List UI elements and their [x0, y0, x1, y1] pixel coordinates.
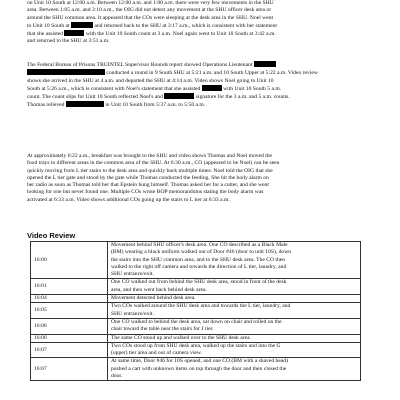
- description-cell: Movement behind SHU officer's desk area. One CO described as a Black Male (BM) wearing a black uniform walked out of Door #46 (door to unit 10S), down the stairs into the SHU common area, and to the SHU desk area. The CO then walked to the right off camera and towards the direction of L tier, laundry, and SHU entrance/exit.: [108, 242, 361, 279]
- section-heading: Video Review: [27, 231, 76, 240]
- text-line: on Unit 10 South at 12:00 a.m. Between 12:00 a.m. and 1:00 a.m. there were very few movements in the SHU: [27, 0, 274, 6]
- text-line: shows she arrived in the SHU at 4 a.m. and departed the SHU at 4:14 a.m. Video shows Noel going to Unit 10: [27, 77, 274, 84]
- table-row: [31, 334, 361, 342]
- paragraph-breakfast-alarm: [27, 153, 372, 204]
- text-line: opened the L tier gate and stood by the gate while Thomas conducted the feeding. She hit the body alarm on: [27, 174, 269, 181]
- redaction-box: [254, 61, 276, 67]
- time-cell: 16:01: [31, 279, 108, 295]
- redaction-box: [71, 22, 93, 28]
- text-line: and returned to the SHU at 3:51 a.m.: [27, 38, 110, 45]
- redaction-box: [27, 69, 105, 75]
- text-line: her radio as soon as Thomas told her that Epstein hung himself. Thomas asked her for a cutter, and she went: [27, 182, 269, 189]
- paragraph-supervisor-rounds: [27, 61, 372, 110]
- text-line: count. The count slips for Unit 10 South reflected Noel's and signature for the 3 a.m. and 5 a.m. counts.: [27, 94, 290, 101]
- paragraph-overnight-movements: [27, 0, 372, 46]
- redaction-box: [202, 85, 222, 91]
- text-line: around the SHU common area. It appeared that the COs were sleeping at the desk area in the SHU. Noel went: [27, 14, 274, 21]
- time-cell: 16:04: [31, 295, 108, 303]
- text-line: conducted a round in 9 South SHU at 5:21 a.m. and 10 South Upper at 5:22 a.m. Video review: [27, 69, 372, 77]
- time-cell: 16:07: [31, 358, 108, 381]
- redaction-box: [66, 101, 104, 107]
- table-row: [31, 318, 361, 334]
- time-cell: 16:00: [31, 242, 108, 279]
- text-line: activated at 6:33 a.m. Video shows additional COs going up the stairs to L tier at 6:33 a.m.: [27, 196, 230, 203]
- table-row: [31, 295, 361, 303]
- text-line: to Unit 10 South at and returned back to the SHU at 3:17 a.m., which is consistent with her statement: [27, 22, 277, 29]
- table-row: [31, 358, 361, 381]
- text-line: quickly moving from L tier stairs to the desk area and quickly back multiple times. Noel told the OIG that she: [27, 167, 273, 174]
- time-cell: 16:06: [31, 318, 108, 334]
- time-cell: 16:06: [31, 334, 108, 342]
- time-cell: 16:07: [31, 342, 108, 358]
- text-line: The Federal Bureau of Prisons TRUINTEL Supervisor Rounds report showed Operations Lieutenant: [27, 61, 372, 69]
- time-cell: 16:05: [31, 303, 108, 319]
- text-line: area. Between 1:05 a.m. and 3:10 a.m., the OIG did not detect any movement at the SHU officer desk area or: [27, 7, 272, 14]
- description-cell: One CO walked out from behind the SHU desk area, stood in front of the desk area, and then went back behind desk area.: [108, 279, 361, 295]
- text-line: looking for one but never found one. Multiple COs wrote BOP memorandums stating the body alarm was: [27, 189, 264, 196]
- table-row: [31, 342, 361, 358]
- text-line: that she assisted with the Unit 10 South count at 3 a.m. Noel again went to Unit 10 South at 3:42 a.m.: [27, 31, 276, 38]
- table-row: [31, 303, 361, 319]
- redaction-box: [64, 30, 84, 36]
- video-review-table: [30, 241, 361, 381]
- description-cell: Two COs stood up from SHU desk area, walked up the stairs and into the G (upper) tier area and out of camera view.: [108, 342, 361, 358]
- text-line: food trays to different areas in the common area of the SHU. At 6:30 a.m., CO (appeared to be Noel) can be seen: [27, 160, 280, 167]
- description-cell: At same time, Door #46 for 10S opened, and one CO (BM with a shaved head) pushed a cart with unknown items on top through the door and then closed the door.: [108, 358, 361, 381]
- table-row: [31, 242, 361, 279]
- table-row: [31, 279, 361, 295]
- description-cell: Two COs walked around the SHU desk area and towards the L tier, laundry, and SHU entrance/exit.: [108, 303, 361, 319]
- text-line: At approximately 6:22 a.m., breakfast was brought to the SHU and video shows Thomas and Noel moved the: [27, 153, 273, 159]
- description-cell: One CO walked to behind the desk area, sat down on chair and rolled on the chair toward the table near the stairs for J tier.: [108, 318, 361, 334]
- description-cell: The same CO stood up and walked over to the SHU desk area.: [108, 334, 361, 342]
- redaction-box: [164, 93, 194, 99]
- text-line: South at 5:26 a.m., which is consistent with Noel's statement that she assisted with Unit 10 South 5 a.m.: [27, 85, 282, 92]
- text-line: Thomas relieved in Unit 10 South from 5:37 a.m. to 5:50 a.m.: [27, 102, 206, 109]
- description-cell: Movement detected behind desk area.: [108, 295, 361, 303]
